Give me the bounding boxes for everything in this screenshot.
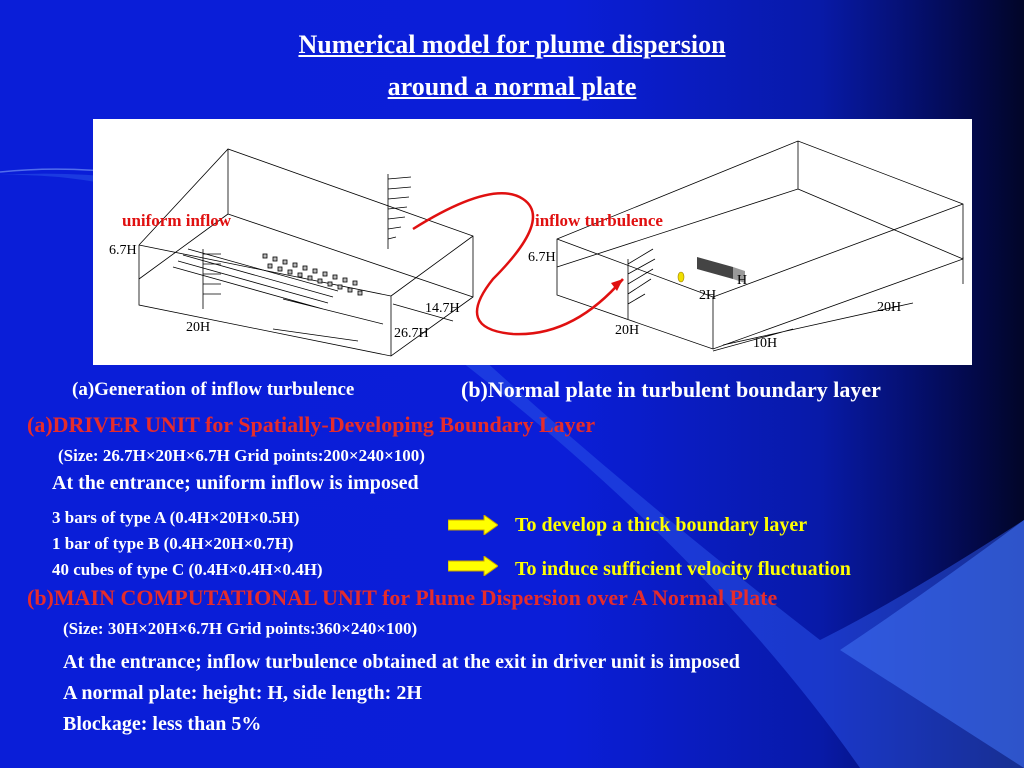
section-b-heading: (b)MAIN COMPUTATIONAL UNIT for Plume Dispersion over A Normal Plate: [27, 585, 778, 610]
bar-type-a: 3 bars of type A (0.4H×20H×0.5H): [52, 508, 300, 527]
page-title-line-2: around a normal plate: [387, 72, 637, 101]
section-b-plate: A normal plate: height: H, side length: 2H: [63, 682, 422, 704]
section-a-heading: (a)DRIVER UNIT for Spatially-Developing Boundary Layer: [27, 412, 596, 437]
plate-height-dim: H: [737, 273, 748, 288]
right-width-dim: 20H: [615, 323, 640, 338]
normal-plate: [697, 257, 733, 279]
plate-width-dim: 2H: [699, 288, 717, 303]
cubes-type-c: 40 cubes of type C (0.4H×0.4H×0.4H): [52, 560, 323, 579]
left-width-dim: 20H: [186, 320, 211, 335]
left-length-dim: 26.7H: [394, 326, 429, 341]
left-height-dim: 6.7H: [109, 243, 137, 258]
purpose-thick-boundary-layer: To develop a thick boundary layer: [515, 514, 808, 536]
section-a-entrance: At the entrance; uniform inflow is imposed: [52, 472, 419, 494]
arrow-right-icon: [448, 556, 498, 576]
section-b-entrance: At the entrance; inflow turbulence obtained at the exit in driver unit is imposed: [63, 651, 740, 673]
caption-a: (a)Generation of inflow turbulence: [72, 379, 355, 400]
caption-b: (b)Normal plate in turbulent boundary layer: [461, 377, 881, 402]
inflow-turbulence-label: inflow turbulence: [535, 211, 663, 230]
right-side-dim: 20H: [877, 300, 902, 315]
left-inner-length-dim: 14.7H: [425, 301, 460, 316]
right-length-dim: 10H: [753, 336, 778, 351]
bar-type-b: 1 bar of type B (0.4H×20H×0.7H): [52, 534, 294, 553]
section-a-size: (Size: 26.7H×20H×6.7H Grid points:200×240×100): [58, 446, 425, 465]
purpose-velocity-fluctuation: To induce sufficient velocity fluctuation: [515, 558, 851, 580]
right-height-dim: 6.7H: [528, 250, 556, 265]
uniform-inflow-label: uniform inflow: [122, 211, 232, 230]
plume-source: [678, 272, 684, 282]
section-b-size: (Size: 30H×20H×6.7H Grid points:360×240×100): [63, 619, 418, 638]
schematic-drawing: [93, 119, 972, 365]
section-b-blockage: Blockage: less than 5%: [63, 713, 262, 735]
schematic-figure: [93, 119, 972, 365]
right-domain-box: [557, 141, 963, 349]
page-title-line-1: Numerical model for plume dispersion: [298, 30, 726, 59]
arrow-right-icon: [448, 515, 498, 535]
